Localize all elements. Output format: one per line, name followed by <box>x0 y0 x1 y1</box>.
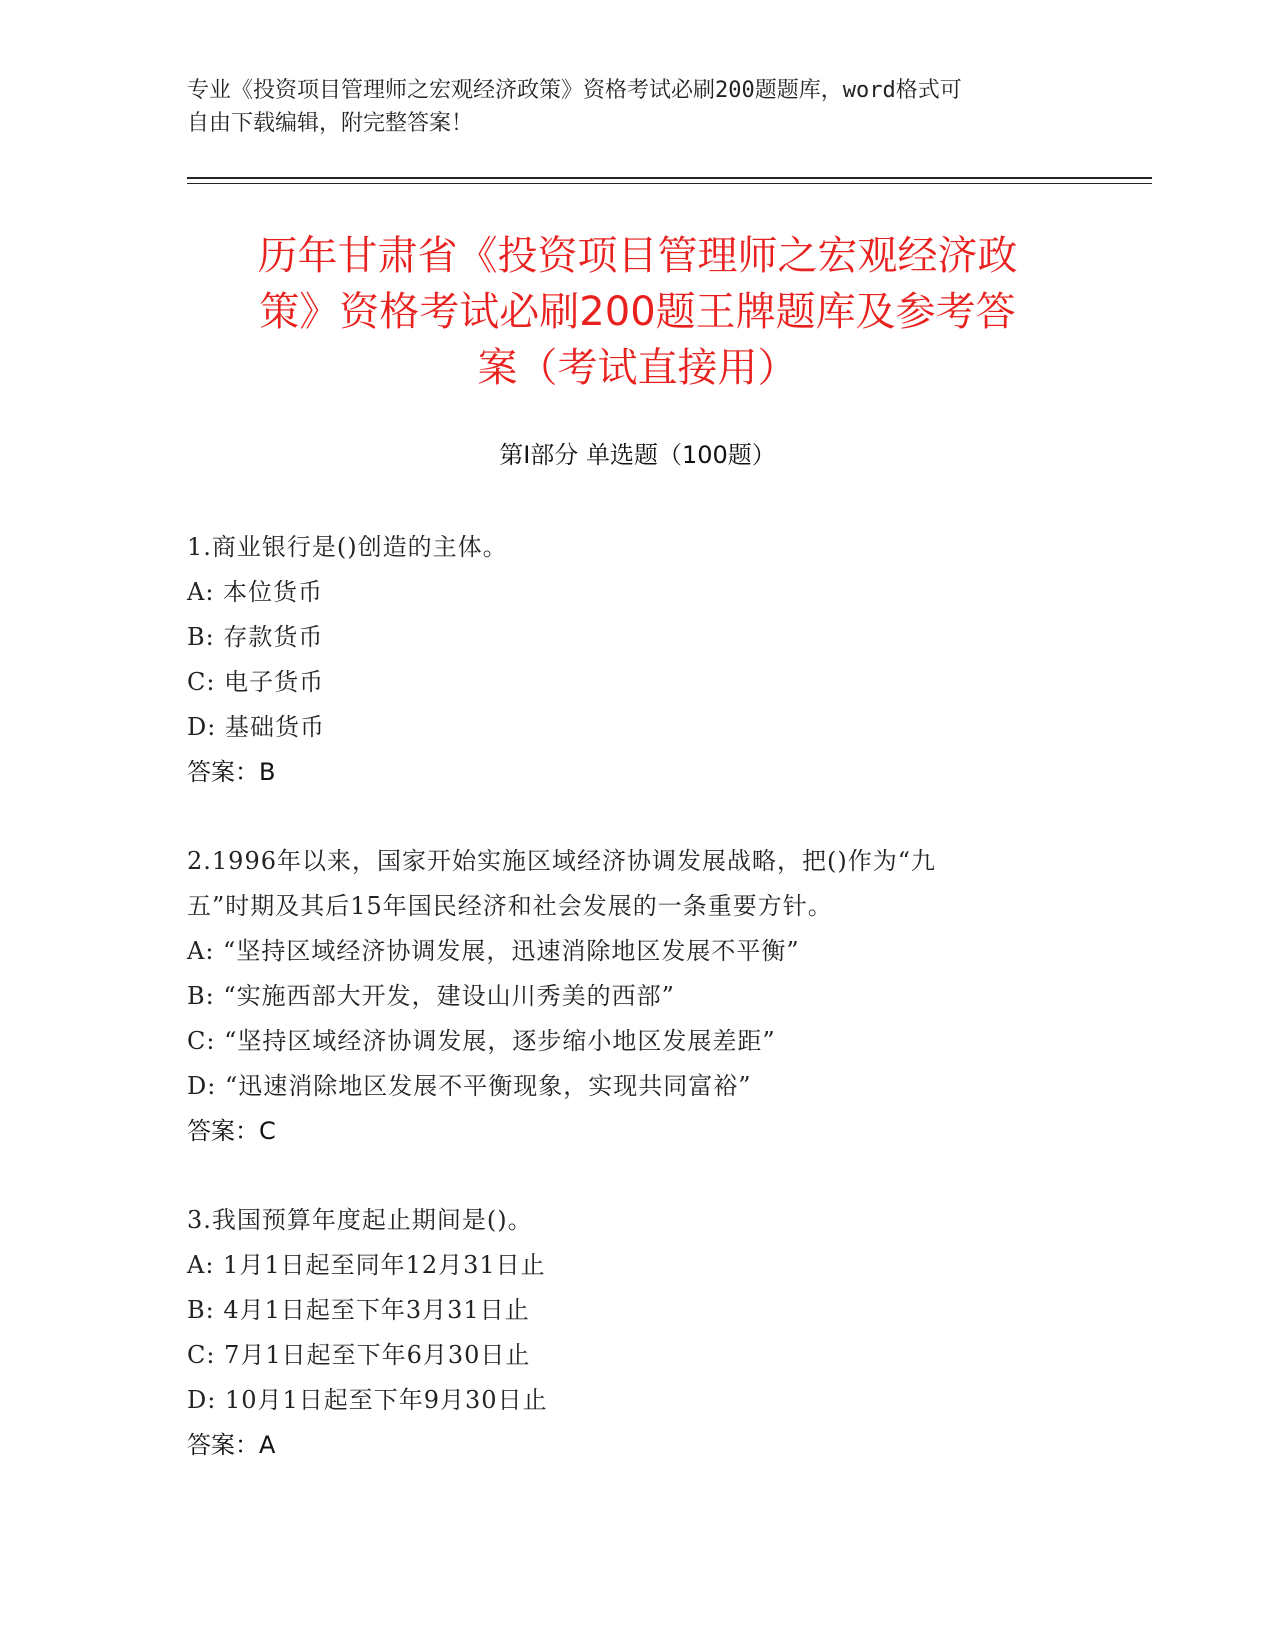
question-stem: 五”时期及其后15年国民经济和社会发展的一条重要方针。 <box>187 892 833 920</box>
header-divider-thick <box>187 177 1152 179</box>
question-stem: 2.1996年以来，国家开始实施区域经济协调发展战略，把()作为“九 <box>187 847 936 875</box>
option-b: B: “实施西部大开发，建设山川秀美的西部” <box>187 982 675 1010</box>
question-list <box>187 525 1087 1512</box>
section-heading: 第Ⅰ部分 单选题（100题） <box>499 441 776 469</box>
option-d: D: “迅速消除地区发展不平衡现象，实现共同富裕” <box>187 1072 752 1100</box>
document-title-line: 案（考试直接用） <box>477 345 798 391</box>
answer: 答案：C <box>187 1117 276 1145</box>
header-note-line: 自由下载编辑，附完整答案！ <box>187 111 474 136</box>
question-stem: 1.商业银行是()创造的主体。 <box>187 533 508 561</box>
question-stem: 3.我国预算年度起止期间是()。 <box>187 1206 533 1234</box>
document-title-line: 策》资格考试必刷200题王牌题库及参考答 <box>259 289 1016 335</box>
option-a: A: 本位货币 <box>187 578 324 606</box>
document-title <box>150 228 1125 396</box>
option-d: D: 10月1日起至下年9月30日止 <box>187 1386 548 1414</box>
answer: 答案：B <box>187 758 276 786</box>
option-b: B: 存款货币 <box>187 623 324 651</box>
option-d: D: 基础货币 <box>187 713 325 741</box>
option-c: C: 7月1日起至下年6月30日止 <box>187 1341 531 1369</box>
document-title-line: 历年甘肃省《投资项目管理师之宏观经济政 <box>257 233 1018 279</box>
option-b: B: 4月1日起至下年3月31日止 <box>187 1296 530 1324</box>
option-a: A: “坚持区域经济协调发展，迅速消除地区发展不平衡” <box>187 937 800 965</box>
option-c: C: “坚持区域经济协调发展，逐步缩小地区发展差距” <box>187 1027 776 1055</box>
header-note-line: 专业《投资项目管理师之宏观经济政策》资格考试必刷200题题库，word格式可 <box>187 78 962 103</box>
option-c: C: 电子货币 <box>187 668 325 696</box>
question-item-3 <box>187 1198 1087 1468</box>
option-a: A: 1月1日起至同年12月31日止 <box>187 1251 546 1279</box>
question-item-1 <box>187 525 1087 795</box>
answer: 答案：A <box>187 1431 276 1459</box>
header-divider-thin <box>187 183 1152 184</box>
header-note <box>187 74 1067 140</box>
question-item-2 <box>187 839 1087 1154</box>
